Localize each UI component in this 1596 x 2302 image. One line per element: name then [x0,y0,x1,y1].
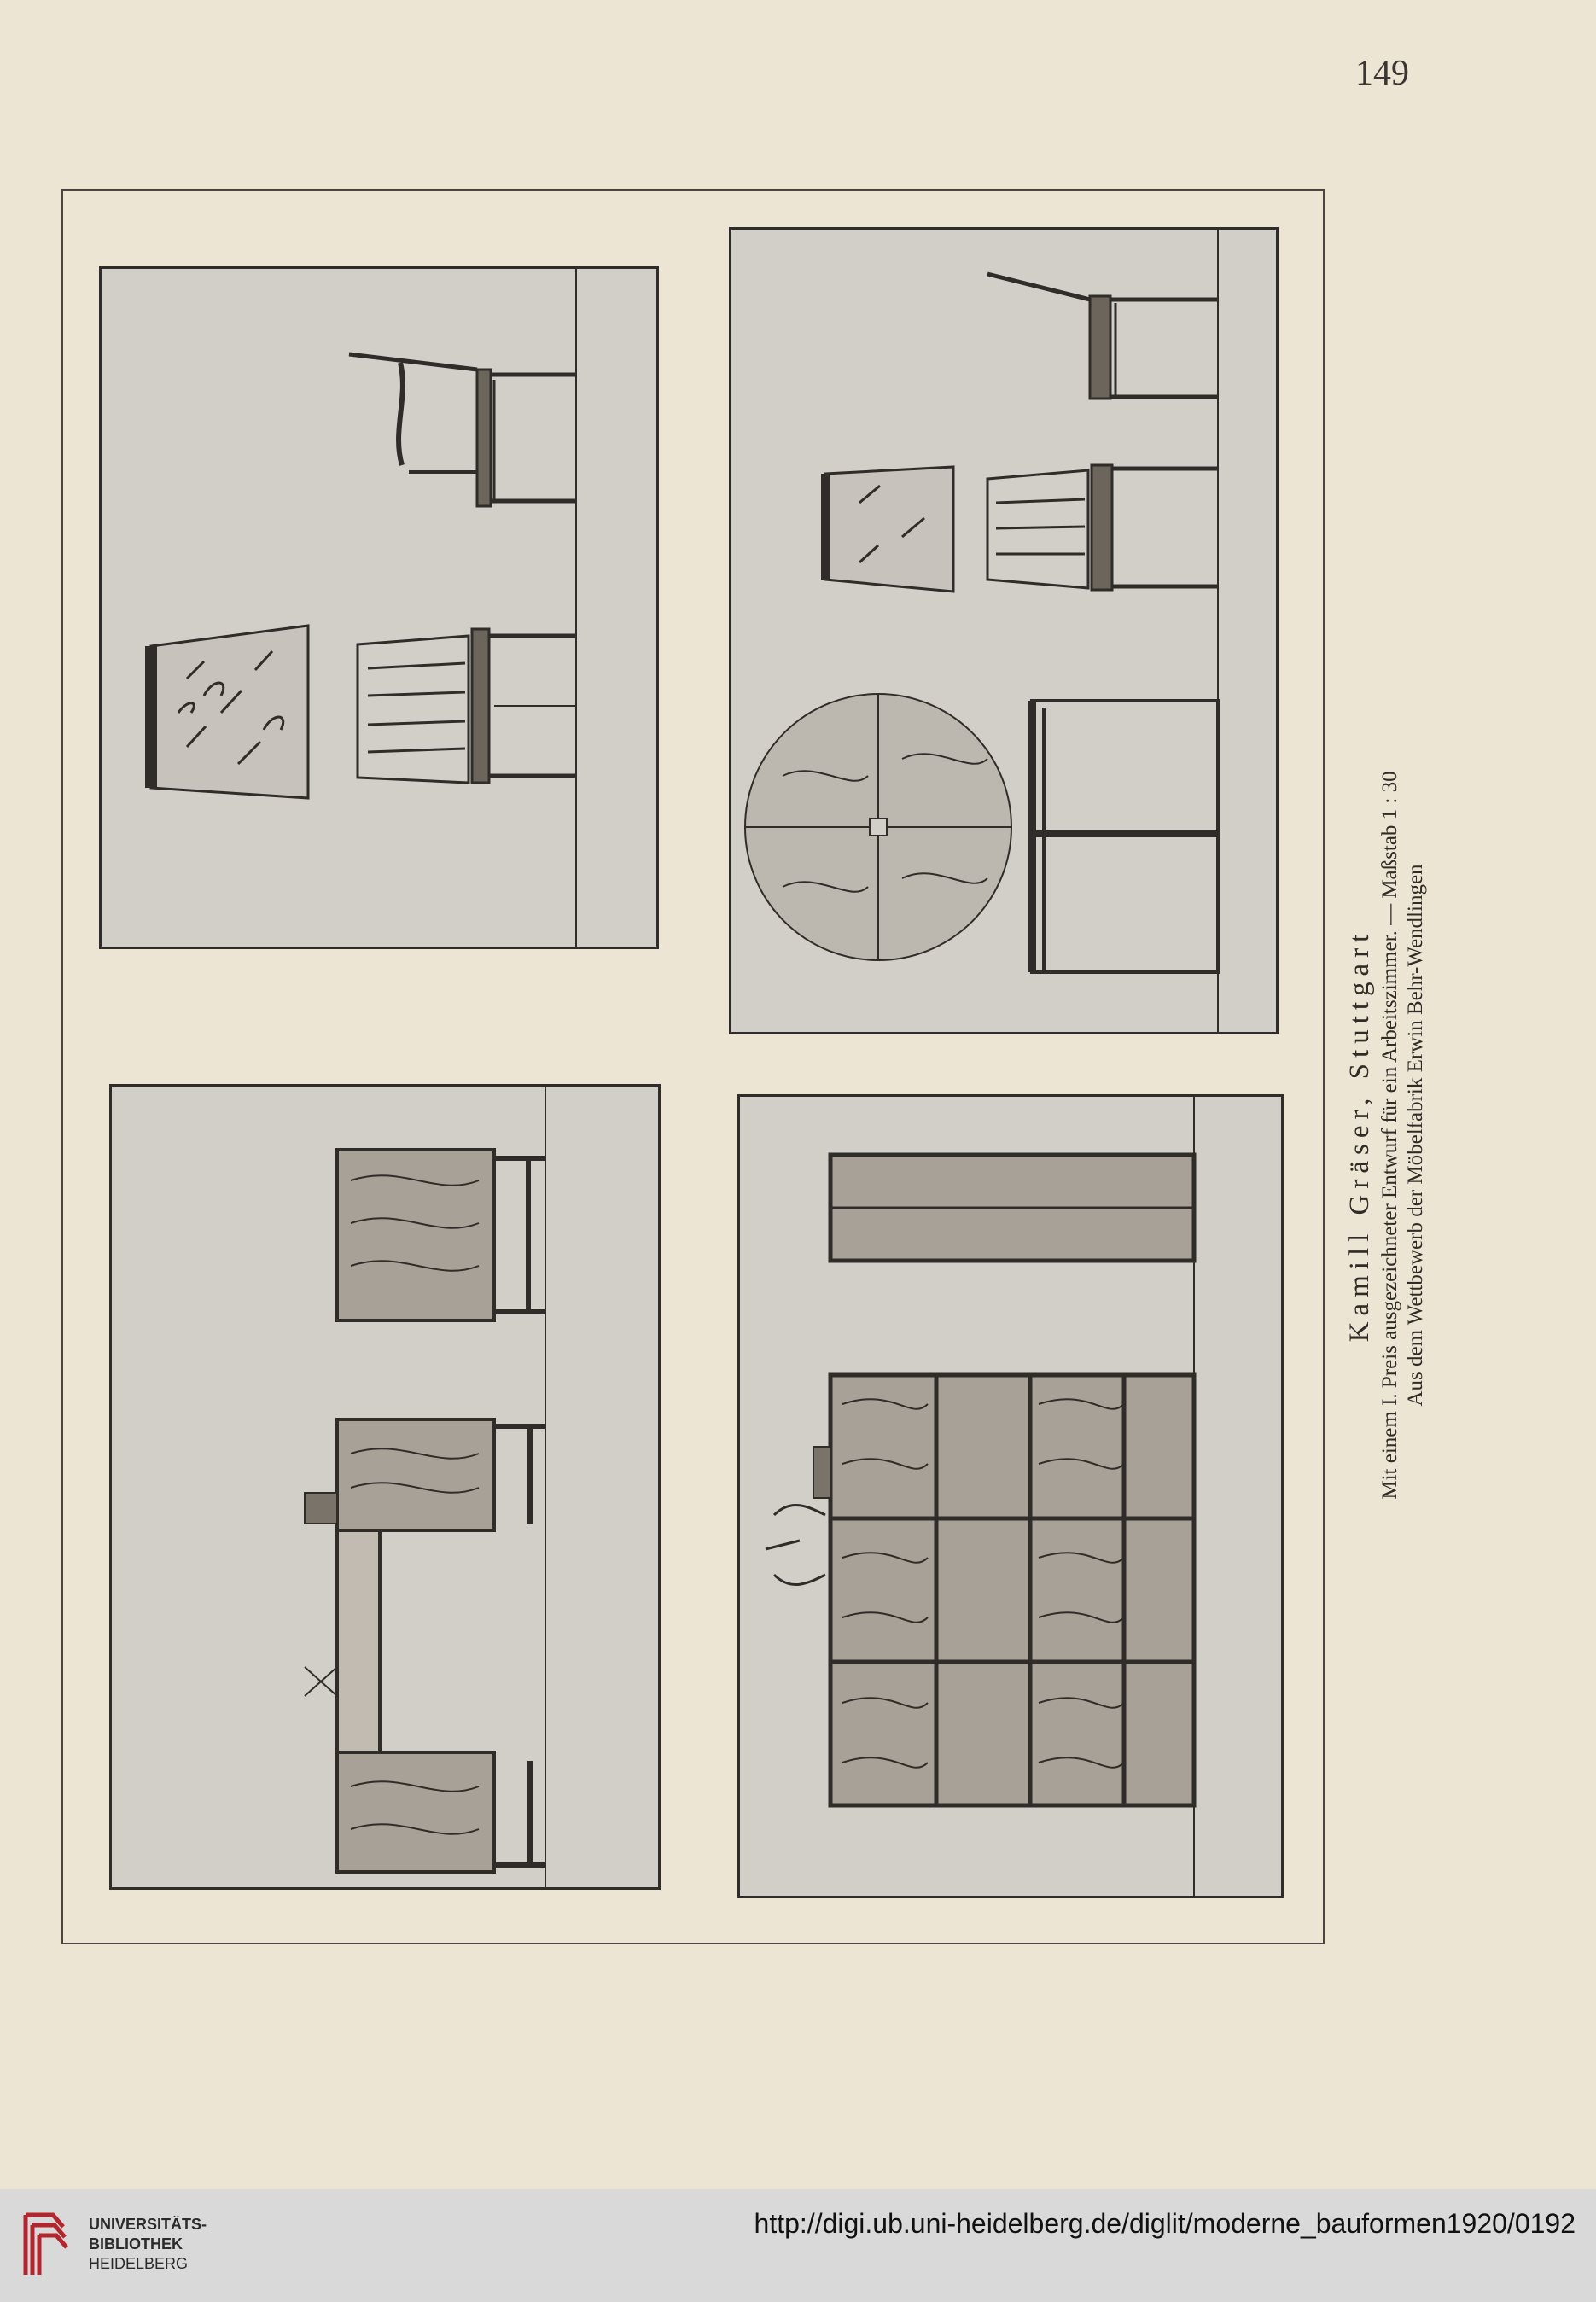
caption-title: Kamill Gräser, Stuttgart [1344,928,1376,1343]
source-url-link[interactable]: http://digi.ub.uni-heidelberg.de/diglit/moderne_bauformen1920/0192 [754,2208,1576,2239]
logo-line-3: HEIDELBERG [89,2255,189,2272]
drawing-armchair [99,266,659,949]
drawing-cabinet [737,1094,1284,1898]
drawing-chairs-and-table [729,227,1279,1034]
caption-line-1: Mit einem I. Preis ausgezeichneter Entwurf für ein Arbeitszimmer. — Maßstab 1 : 30 [1378,771,1401,1500]
library-logo-text [89,2215,207,2274]
library-logo-icon [20,2206,80,2282]
cabinet-drawing-svg [740,1097,1281,1896]
drawing-desk [109,1084,661,1890]
footer-bar [0,2189,1596,2302]
caption-line-2: Aus dem Wettbewerb der Möbelfabrik Erwin Behr-Wendlingen [1403,864,1427,1407]
logo-line-2: BIBLIOTHEK [89,2235,183,2252]
armchair-drawing-svg [102,269,656,947]
logo-line-1: UNIVERSITÄTS- [89,2216,207,2233]
page-number: 149 [1355,54,1409,93]
chairs-table-drawing-svg [731,230,1276,1032]
desk-drawing-svg [112,1087,658,1887]
plate-caption [1343,585,1429,1686]
